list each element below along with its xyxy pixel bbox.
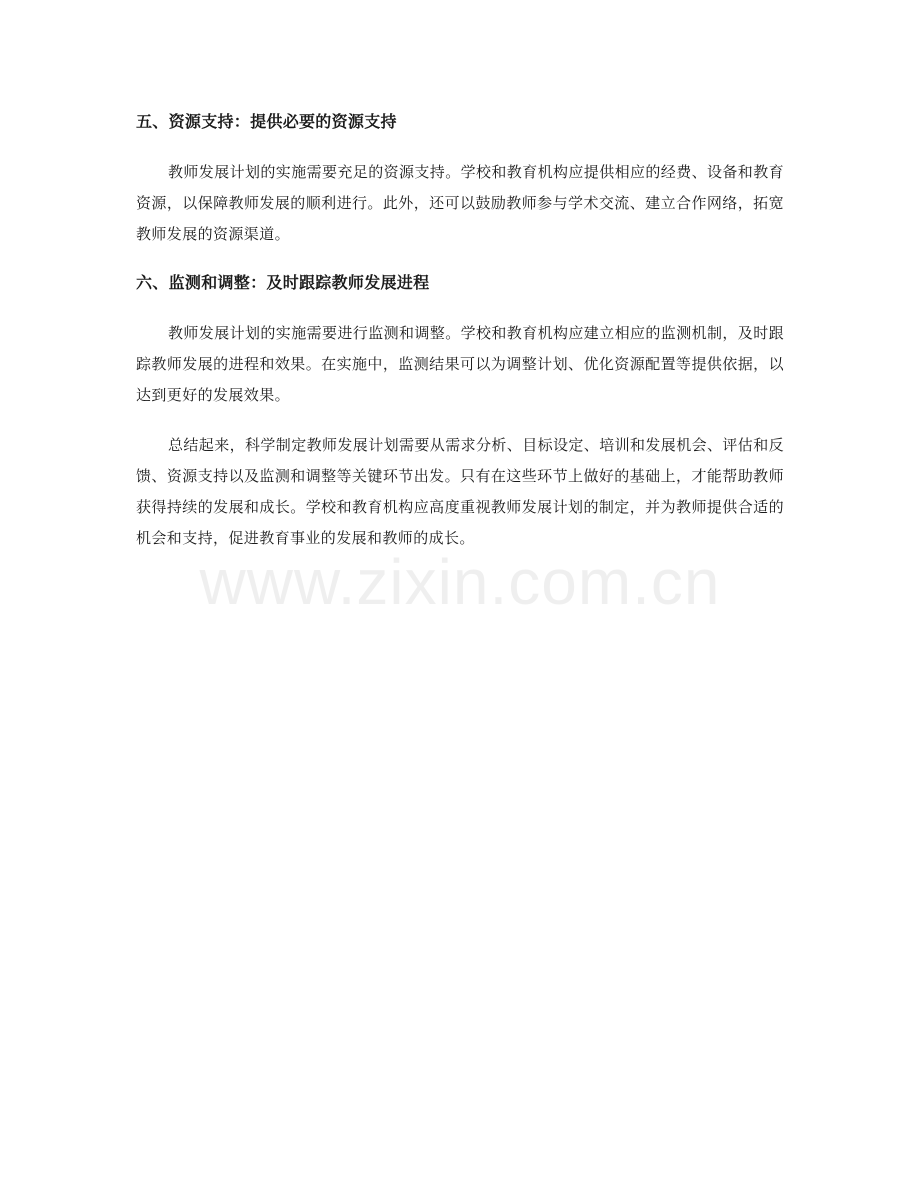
section-paragraph: 教师发展计划的实施需要进行监测和调整。学校和教育机构应建立相应的监测机制，及时跟踪教师发展的进程和效果。在实施中，监测结果可以为调整计划、优化资源配置等提供依据，以达到更好的发展效果。: [136, 324, 785, 404]
section-monitoring-adjustment: [136, 269, 784, 411]
section-heading: 六、监测和调整：及时跟踪教师发展进程: [136, 273, 430, 292]
watermark: www.zixin.com.cn: [199, 546, 721, 618]
conclusion-paragraph: 总结起来，科学制定教师发展计划需要从需求分析、目标设定、培训和发展机会、评估和反馈、资源支持以及监测和调整等关键环节出发。只有在这些环节上做好的基础上，才能帮助教师获得持续的发展和成长。学校和教育机构应高度重视教师发展计划的制定，并为教师提供合适的机会和支持，促进教育事业的发展和教师的成长。: [136, 436, 785, 547]
section-heading: 五、资源支持：提供必要的资源支持: [136, 112, 397, 131]
section-resource-support: [136, 108, 784, 250]
document-body: [136, 108, 784, 573]
section-paragraph: 教师发展计划的实施需要充足的资源支持。学校和教育机构应提供相应的经费、设备和教育资源，以保障教师发展的顺利进行。此外，还可以鼓励教师参与学术交流、建立合作网络，拓宽教师发展的资源渠道。: [136, 163, 785, 243]
